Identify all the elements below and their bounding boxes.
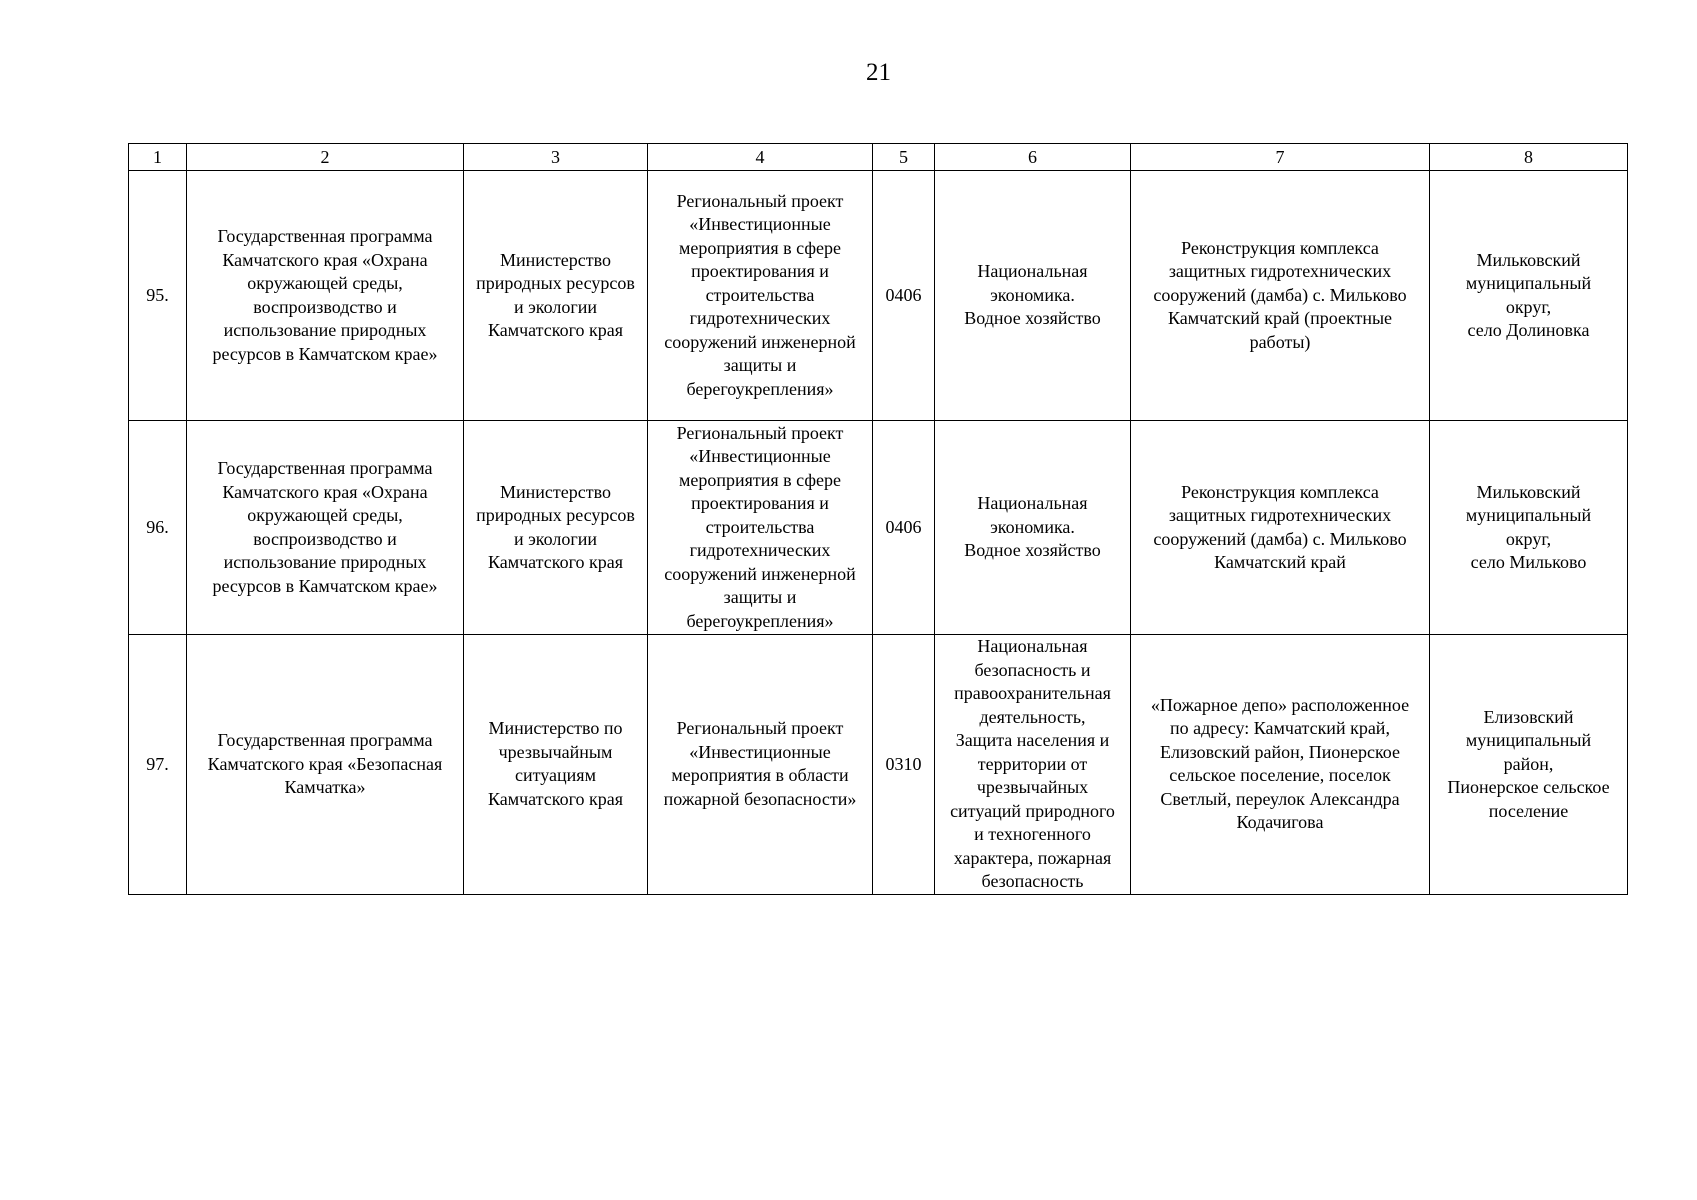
column-number: 8 [1430,144,1628,171]
page-number: 21 [866,59,891,86]
table-row [129,635,1628,895]
code-cell: 0406 [873,421,935,635]
code-cell: 0310 [873,635,935,895]
project-cell: Региональный проект «Инвестиционные мероприятия в области пожарной безопасности» [648,635,873,895]
column-number: 7 [1131,144,1430,171]
ministry-cell: Министерство природных ресурсов и экологии Камчатского края [464,171,648,421]
section-cell: Национальная безопасность и правоохранительная деятельность, Защита населения и территории от чрезвычайных ситуаций природного и техногенного характера, пожарная безопасность [935,635,1131,895]
column-number: 1 [129,144,187,171]
column-number: 3 [464,144,648,171]
object-cell: Реконструкция комплекса защитных гидротехнических сооружений (дамба) с. Мильково Камчатский край [1131,421,1430,635]
program-cell: Государственная программа Камчатского края «Охрана окружающей среды, воспроизводство и использование природных ресурсов в Камчатском крае» [187,171,464,421]
code-cell: 0406 [873,171,935,421]
ministry-cell: Министерство природных ресурсов и экологии Камчатского края [464,421,648,635]
table-header-row [129,144,1628,171]
data-table [128,143,1628,895]
ministry-cell: Министерство по чрезвычайным ситуациям Камчатского края [464,635,648,895]
column-number: 2 [187,144,464,171]
table-row [129,421,1628,635]
program-cell: Государственная программа Камчатского края «Безопасная Камчатка» [187,635,464,895]
row-number: 97. [129,635,187,895]
location-cell: Мильковский муниципальный округ, село Мильково [1430,421,1628,635]
project-cell: Региональный проект «Инвестиционные мероприятия в сфере проектирования и строительства гидротехнических сооружений инженерной защиты и берегоукрепления» [648,421,873,635]
location-cell: Елизовский муниципальный район, Пионерское сельское поселение [1430,635,1628,895]
project-cell: Региональный проект «Инвестиционные мероприятия в сфере проектирования и строительства гидротехнических сооружений инженерной защиты и берегоукрепления» [648,171,873,421]
section-cell: Национальная экономика. Водное хозяйство [935,421,1131,635]
program-cell: Государственная программа Камчатского края «Охрана окружающей среды, воспроизводство и использование природных ресурсов в Камчатском крае» [187,421,464,635]
table-row [129,171,1628,421]
column-number: 5 [873,144,935,171]
object-cell: Реконструкция комплекса защитных гидротехнических сооружений (дамба) с. Мильково Камчатский край (проектные работы) [1131,171,1430,421]
row-number: 96. [129,421,187,635]
object-cell: «Пожарное депо» расположенное по адресу: Камчатский край, Елизовский район, Пионерское сельское поселение, поселок Светлый, переулок Александра Кодачигова [1131,635,1430,895]
location-cell: Мильковский муниципальный округ, село Долиновка [1430,171,1628,421]
column-number: 6 [935,144,1131,171]
section-cell: Национальная экономика. Водное хозяйство [935,171,1131,421]
column-number: 4 [648,144,873,171]
row-number: 95. [129,171,187,421]
